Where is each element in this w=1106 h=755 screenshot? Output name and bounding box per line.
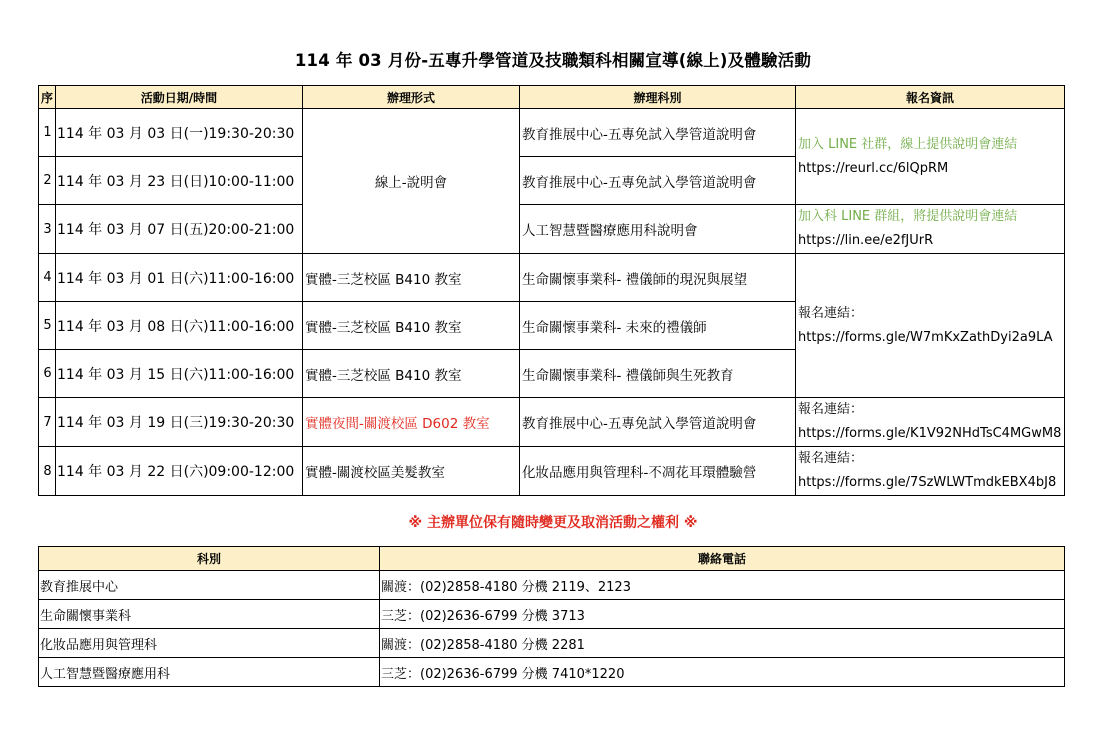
line-group-link[interactable]: https://reurl.cc/6lQpRM — [798, 160, 949, 176]
row-info-line-dept — [796, 205, 1065, 254]
row-info-line-group — [796, 109, 1065, 205]
row-date: 114 年 03 月 23 日(日)10:00-11:00 — [56, 157, 303, 205]
row-seq: 2 — [39, 157, 56, 205]
row-form-online: 線上-說明會 — [303, 109, 520, 254]
row-date: 114 年 03 月 22 日(六)09:00-12:00 — [56, 447, 303, 496]
info-link[interactable]: https://forms.gle/K1V92NHdTsC4MGwM8 — [798, 426, 1062, 441]
row-dept: 生命關懷事業科- 未來的禮儀師 — [520, 302, 796, 350]
row-info — [796, 398, 1065, 447]
line-group-label: 加入 LINE 社群，線上提供說明會連結 — [798, 136, 1018, 152]
row-date: 114 年 03 月 03 日(一)19:30-20:30 — [56, 109, 303, 157]
contact-row — [39, 571, 1065, 600]
forms-shared-label: 報名連結： — [798, 305, 864, 321]
row-form: 實體-三芝校區 B410 教室 — [303, 350, 520, 398]
row-date: 114 年 03 月 15 日(六)11:00-16:00 — [56, 350, 303, 398]
contact-phone: 三芝：(02)2636-6799 分機 3713 — [380, 600, 1065, 629]
contact-table-header — [39, 547, 1065, 571]
page-title: 114 年 03 月份-五專升學管道及技職類科相關宣導(線上)及體驗活動 — [294, 51, 812, 70]
table-row — [39, 205, 1065, 254]
row-dept: 教育推展中心-五專免試入學管道說明會 — [520, 157, 796, 205]
row-dept: 教育推展中心-五專免試入學管道說明會 — [520, 398, 796, 447]
contact-row — [39, 629, 1065, 658]
forms-shared-link[interactable]: https://forms.gle/W7mKxZathDyi2a9LA — [798, 329, 1053, 345]
row-seq: 3 — [39, 205, 56, 254]
table-row — [39, 254, 1065, 302]
row-dept: 生命關懷事業科- 禮儀師的現況與展望 — [520, 254, 796, 302]
row-dept: 教育推展中心-五專免試入學管道說明會 — [520, 109, 796, 157]
contact-phone: 關渡：(02)2858-4180 分機 2119、2123 — [380, 571, 1065, 600]
row-info-forms-shared — [796, 254, 1065, 398]
info-link[interactable]: https://forms.gle/7SzWLWTmdkEBX4bJ8 — [798, 475, 1057, 490]
activity-table-header — [39, 86, 1065, 109]
row-form-night: 實體夜間-關渡校區 D602 教室 — [303, 398, 520, 447]
info-label: 報名連結： — [798, 451, 864, 466]
row-date: 114 年 03 月 19 日(三)19:30-20:30 — [56, 398, 303, 447]
contact-table — [38, 546, 1065, 687]
contact-dept: 人工智慧暨醫療應用科 — [39, 658, 380, 687]
info-label: 報名連結： — [798, 402, 864, 417]
line-dept-label: 加入科 LINE 群組，將提供說明會連結 — [798, 209, 1018, 224]
row-dept: 人工智慧暨醫療應用科說明會 — [520, 205, 796, 254]
row-seq: 1 — [39, 109, 56, 157]
row-form: 實體-三芝校區 B410 教室 — [303, 254, 520, 302]
row-seq: 6 — [39, 350, 56, 398]
line-dept-link[interactable]: https://lin.ee/e2fJUrR — [798, 233, 934, 248]
contact-dept: 生命關懷事業科 — [39, 600, 380, 629]
header-info: 報名資訊 — [796, 86, 1065, 109]
contact-phone: 三芝：(02)2636-6799 分機 7410*1220 — [380, 658, 1065, 687]
row-info — [796, 447, 1065, 496]
row-form: 實體-三芝校區 B410 教室 — [303, 302, 520, 350]
row-seq: 4 — [39, 254, 56, 302]
row-seq: 7 — [39, 398, 56, 447]
row-date: 114 年 03 月 07 日(五)20:00-21:00 — [56, 205, 303, 254]
row-form: 實體-關渡校區美髮教室 — [303, 447, 520, 496]
header-form: 辦理形式 — [303, 86, 520, 109]
header-date: 活動日期/時間 — [56, 86, 303, 109]
notice-text: ※ 主辦單位保有隨時變更及取消活動之權利 ※ — [408, 515, 698, 531]
table-row — [39, 109, 1065, 157]
row-dept: 化妝品應用與管理科-不凋花耳環體驗營 — [520, 447, 796, 496]
header-dept: 辦理科別 — [520, 86, 796, 109]
contact-row — [39, 600, 1065, 629]
header-contact-phone: 聯絡電話 — [380, 547, 1065, 571]
contact-row — [39, 658, 1065, 687]
row-date: 114 年 03 月 01 日(六)11:00-16:00 — [56, 254, 303, 302]
row-seq: 8 — [39, 447, 56, 496]
row-date: 114 年 03 月 08 日(六)11:00-16:00 — [56, 302, 303, 350]
contact-dept: 教育推展中心 — [39, 571, 380, 600]
row-seq: 5 — [39, 302, 56, 350]
header-seq: 序 — [39, 86, 56, 109]
row-dept: 生命關懷事業科- 禮儀師與生死教育 — [520, 350, 796, 398]
header-contact-dept: 科別 — [39, 547, 380, 571]
table-row — [39, 398, 1065, 447]
table-row — [39, 447, 1065, 496]
contact-dept: 化妝品應用與管理科 — [39, 629, 380, 658]
contact-phone: 關渡：(02)2858-4180 分機 2281 — [380, 629, 1065, 658]
activity-table — [38, 85, 1065, 496]
